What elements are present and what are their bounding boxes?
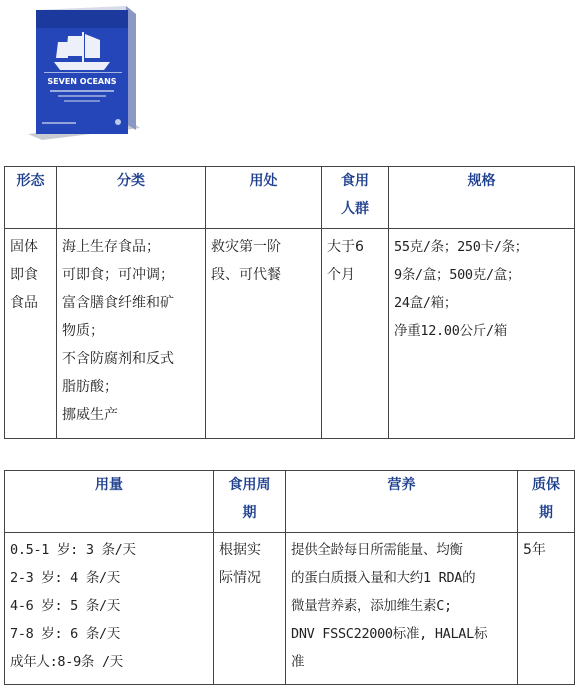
cell-nutrition [286, 533, 518, 685]
cell-category [57, 229, 206, 439]
table2-data-row [5, 533, 575, 685]
cell-dosage [5, 533, 214, 685]
cell-text-line: 不含防腐剂和反式 [62, 351, 174, 367]
cell-text-line: 食用 [341, 173, 369, 189]
product-box-image [28, 6, 140, 140]
cell-text-line: 净重12.00公斤/箱 [394, 323, 507, 339]
cell-text-line: 际情况 [219, 570, 261, 586]
cell-text-line: 55克/条；250卡/条； [394, 239, 528, 255]
cell-text-line: 食品 [10, 295, 38, 311]
cell-text-line: 4-6 岁: 5 条/天 [10, 598, 121, 614]
header-form-text [9, 167, 52, 195]
table1-header-row [5, 167, 575, 229]
cell-text-line: 24盒/箱； [394, 295, 458, 311]
cell-target-group [322, 229, 389, 439]
cell-text-line: 根据实 [219, 542, 261, 558]
cell-text-line: 救灾第一阶 [211, 239, 281, 255]
cell-text-line: 脂肪酸； [62, 379, 118, 395]
cell-usage [206, 229, 322, 439]
header-form [5, 167, 57, 229]
header-target-group [322, 167, 389, 229]
cell-text-line: 形态 [16, 173, 45, 189]
cell-text-line: 期 [539, 505, 553, 521]
header-consumption-period [214, 471, 286, 533]
cell-text-line: 微量营养素，添加维生素C; [291, 598, 452, 614]
header-usage [206, 167, 322, 229]
cell-text-line: 海上生存食品； [62, 239, 160, 255]
cell-text-line: 准 [291, 654, 305, 670]
cell-text-line: 个月 [327, 267, 355, 283]
cell-text-line: DNV FSSC22000标准, HALAL标 [291, 626, 488, 642]
cell-form [5, 229, 57, 439]
cell-text-line: 大于6 [327, 239, 364, 255]
header-shelf-life [518, 471, 575, 533]
header-nutrition [286, 471, 518, 533]
cell-text-line: 2-3 岁: 4 条/天 [10, 570, 121, 586]
cell-text-line: 人群 [341, 201, 369, 217]
cell-consumption-period [214, 533, 286, 685]
cell-text-line: 质保 [532, 477, 560, 493]
cell-text-line: 5年 [523, 542, 546, 558]
cell-text-line: 规格 [467, 173, 496, 189]
table1-data-row [5, 229, 575, 439]
cell-text-line: 用处 [249, 173, 278, 189]
cell-text-line: 营养 [387, 477, 416, 493]
cell-shelf-life [518, 533, 575, 685]
header-specification [389, 167, 575, 229]
brand-text: SEVEN OCEANS [47, 77, 117, 86]
cell-text-line: 成年人:8-9条 /天 [10, 654, 123, 670]
cell-text-line: 固体 [10, 239, 38, 255]
cell-text-line: 用量 [95, 477, 123, 493]
cell-text-line: 富含膳食纤维和矿 [62, 295, 174, 311]
cell-text-line: 物质； [62, 323, 104, 339]
cell-text-line: 提供全龄每日所需能量、均衡 [291, 542, 463, 558]
header-category [57, 167, 206, 229]
cell-text-line: 分类 [117, 173, 145, 189]
product-info-table [4, 166, 575, 439]
cell-text-line: 段、可代餐 [211, 267, 281, 283]
cell-text-line: 7-8 岁: 6 条/天 [10, 626, 121, 642]
table2-header-row [5, 471, 575, 533]
cell-text-line: 0.5-1 岁: 3 条/天 [10, 542, 136, 558]
cell-text-line: 挪威生产 [62, 407, 118, 423]
cell-text-line: 期 [242, 505, 257, 521]
cell-text-line: 可即食；可冲调； [62, 267, 174, 283]
cell-text-line: 食用周 [228, 477, 271, 493]
header-dosage [5, 471, 214, 533]
cell-text-line: 9条/盒；500克/盒； [394, 267, 521, 283]
cell-text-line: 即食 [10, 267, 38, 283]
cell-specification [389, 229, 575, 439]
cell-text-line: 的蛋白质摄入量和大约1 RDA的 [291, 570, 476, 586]
dosage-nutrition-table [4, 470, 575, 685]
